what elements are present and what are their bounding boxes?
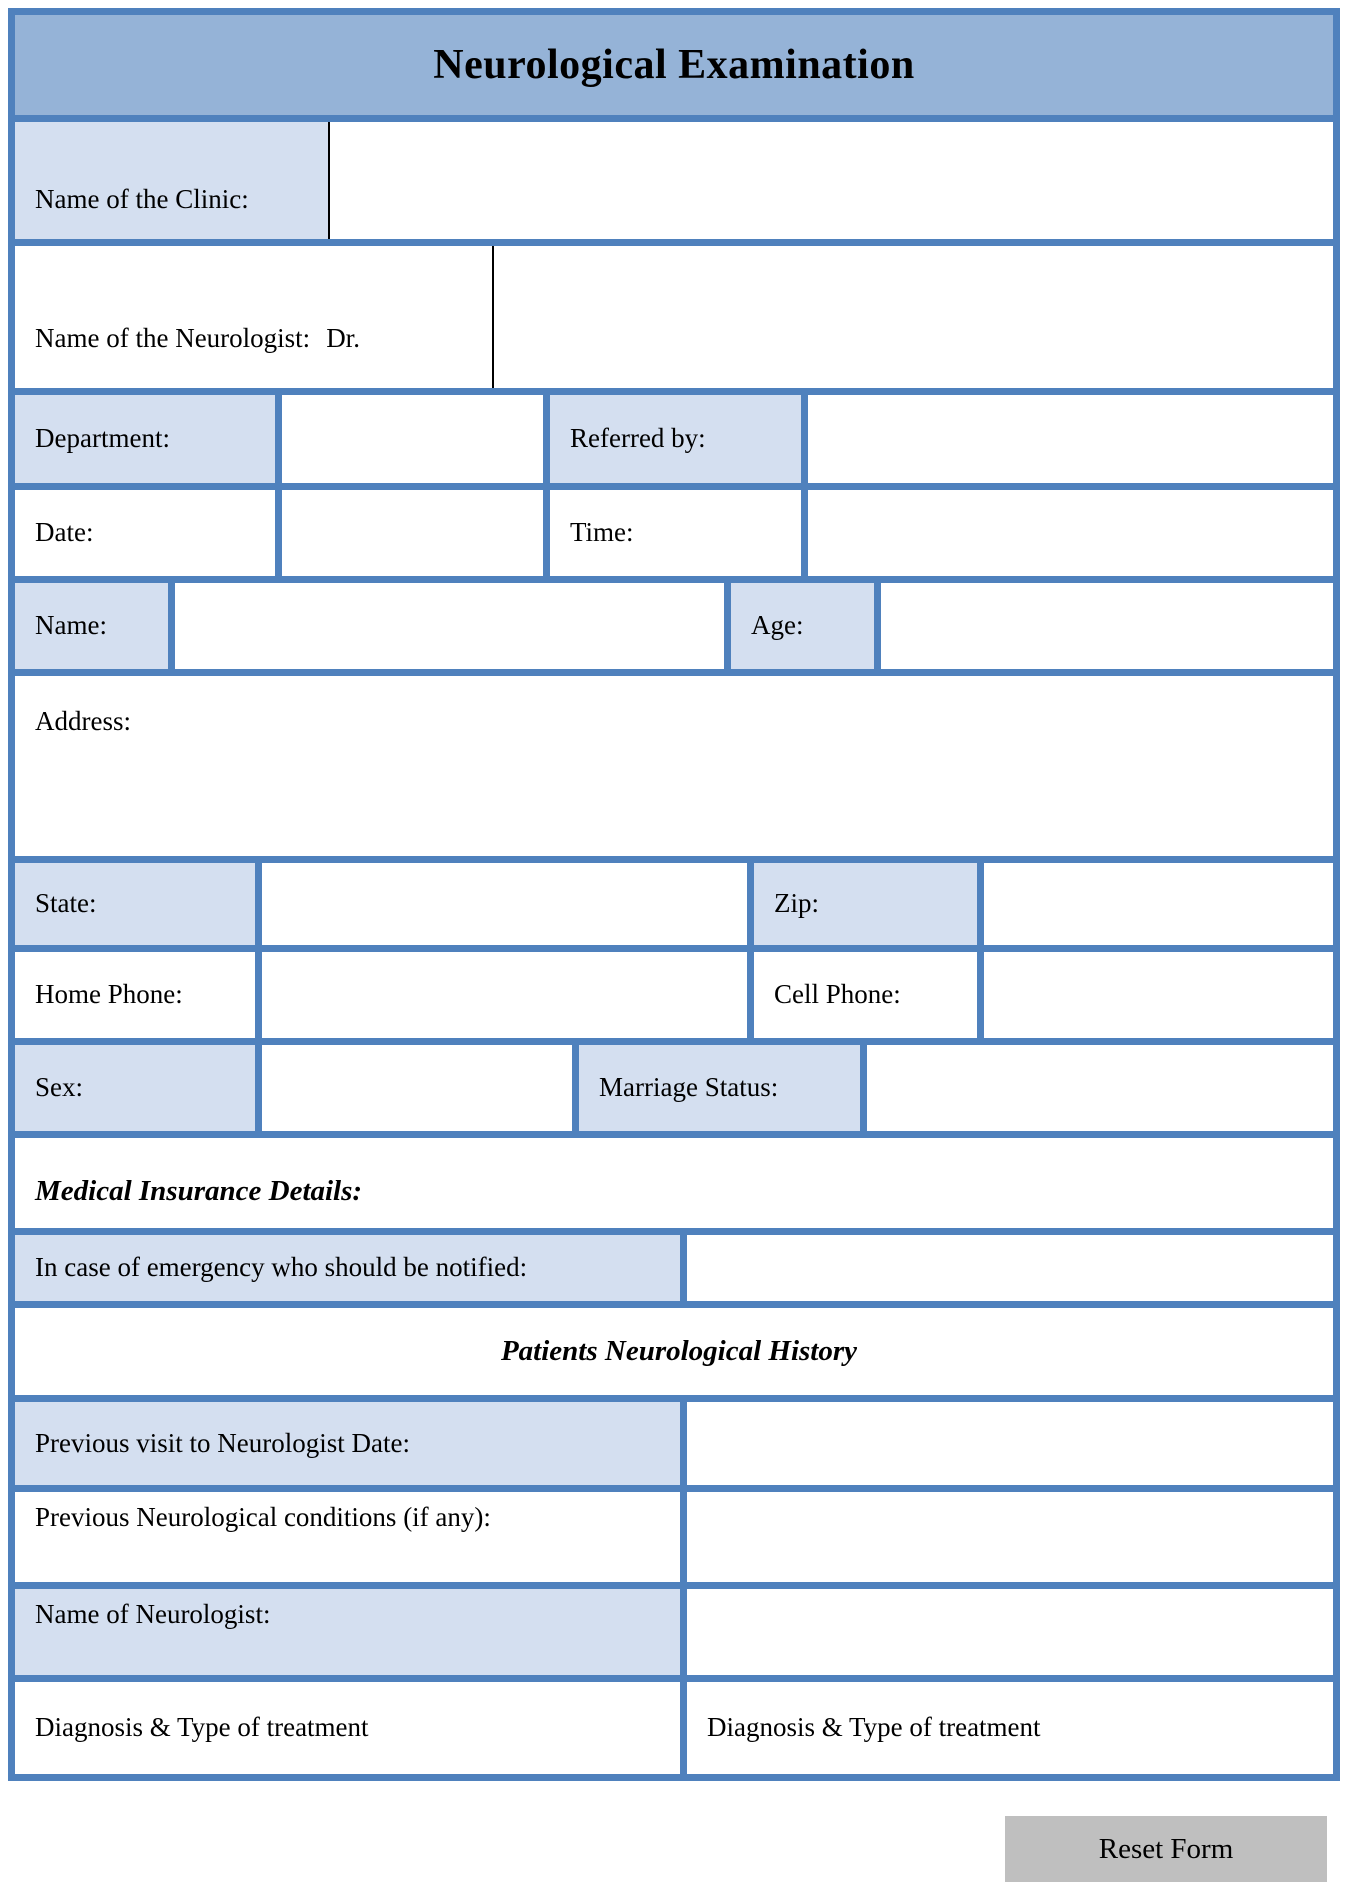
cell-phone-label: Cell Phone: [774, 979, 901, 1010]
name-label-cell [15, 583, 168, 669]
diagnosis-left-label: Diagnosis & Type of treatment [35, 1712, 369, 1742]
date-field[interactable] [275, 490, 543, 576]
clinic-label: Name of the Clinic: [35, 183, 249, 214]
row-date-time [15, 483, 1333, 576]
row-previous-conditions [15, 1485, 1333, 1582]
cell-phone-label-cell [747, 952, 977, 1038]
neurologist-name-label: Name of Neurologist: [35, 1599, 271, 1629]
diagnosis-right-cell[interactable] [680, 1682, 1333, 1774]
state-field[interactable] [255, 863, 747, 945]
reset-form-button-wrapper [1005, 1816, 1327, 1882]
marriage-status-field[interactable] [860, 1045, 1333, 1131]
form-header [15, 15, 1333, 115]
time-label-cell [543, 490, 801, 576]
insurance-heading-cell [15, 1138, 1333, 1228]
previous-visit-field[interactable] [680, 1402, 1333, 1485]
row-clinic [15, 115, 1333, 239]
row-history-heading [15, 1301, 1333, 1395]
row-sex-marriage [15, 1038, 1333, 1131]
sex-label: Sex: [35, 1072, 84, 1103]
neurologist-name-field[interactable] [680, 1589, 1333, 1675]
zip-label: Zip: [774, 888, 819, 919]
neurologist-label-cell [15, 246, 492, 388]
previous-visit-label-cell [15, 1402, 680, 1485]
emergency-field[interactable] [680, 1235, 1333, 1301]
zip-field[interactable] [977, 863, 1333, 945]
neurologist-name-label-cell [15, 1589, 680, 1675]
neurological-examination-form [8, 8, 1340, 1781]
home-phone-label: Home Phone: [35, 979, 183, 1010]
state-label: State: [35, 888, 97, 919]
previous-conditions-label: Previous Neurological conditions (if any): [35, 1502, 491, 1532]
previous-conditions-label-cell [15, 1492, 680, 1582]
address-label: Address: [35, 706, 131, 736]
neurologist-prefix: Dr. [326, 322, 360, 353]
clinic-label-cell [15, 122, 328, 239]
row-department-referred [15, 388, 1333, 483]
age-field[interactable] [874, 583, 1333, 669]
row-diagnosis [15, 1675, 1333, 1774]
time-field[interactable] [801, 490, 1333, 576]
previous-conditions-field[interactable] [680, 1492, 1333, 1582]
row-insurance-heading [15, 1131, 1333, 1228]
age-label-cell [724, 583, 874, 669]
home-phone-label-cell [15, 952, 255, 1038]
marriage-status-label-cell [572, 1045, 860, 1131]
neurologist-label: Name of the Neurologist: [35, 322, 311, 353]
name-field[interactable] [168, 583, 724, 669]
row-neurologist-name [15, 1582, 1333, 1675]
department-label: Department: [35, 423, 170, 454]
referred-by-field[interactable] [801, 395, 1333, 483]
zip-label-cell [747, 863, 977, 945]
referred-by-label-cell [543, 395, 801, 483]
row-neurologist [15, 239, 1333, 388]
date-label-cell [15, 490, 275, 576]
neurologist-field[interactable] [492, 246, 1333, 388]
diagnosis-right-label: Diagnosis & Type of treatment [707, 1712, 1041, 1742]
row-emergency [15, 1228, 1333, 1301]
age-label: Age: [751, 610, 804, 641]
history-heading: Patients Neurological History [500, 1335, 858, 1367]
insurance-heading: Medical Insurance Details: [35, 1175, 363, 1207]
row-previous-visit [15, 1395, 1333, 1485]
address-field[interactable] [15, 676, 1333, 856]
sex-label-cell [15, 1045, 255, 1131]
clinic-field[interactable] [328, 122, 1333, 239]
home-phone-field[interactable] [255, 952, 747, 1038]
emergency-label: In case of emergency who should be notified: [35, 1252, 528, 1283]
cell-phone-field[interactable] [977, 952, 1333, 1038]
previous-visit-label: Previous visit to Neurologist Date: [35, 1427, 410, 1458]
row-name-age [15, 576, 1333, 669]
department-label-cell [15, 395, 275, 483]
emergency-label-cell [15, 1235, 680, 1301]
name-label: Name: [35, 610, 107, 641]
department-field[interactable] [275, 395, 543, 483]
time-label: Time: [570, 517, 634, 548]
reset-form-button[interactable]: Reset Form [1005, 1816, 1327, 1882]
row-address [15, 669, 1333, 856]
marriage-status-label: Marriage Status: [599, 1072, 779, 1103]
history-heading-cell [15, 1308, 1333, 1395]
row-state-zip [15, 856, 1333, 945]
page-title: Neurological Examination [433, 42, 915, 88]
diagnosis-left-cell[interactable] [15, 1682, 680, 1774]
sex-field[interactable] [255, 1045, 572, 1131]
referred-by-label: Referred by: [570, 423, 706, 454]
date-label: Date: [35, 517, 94, 548]
row-phones [15, 945, 1333, 1038]
state-label-cell [15, 863, 255, 945]
